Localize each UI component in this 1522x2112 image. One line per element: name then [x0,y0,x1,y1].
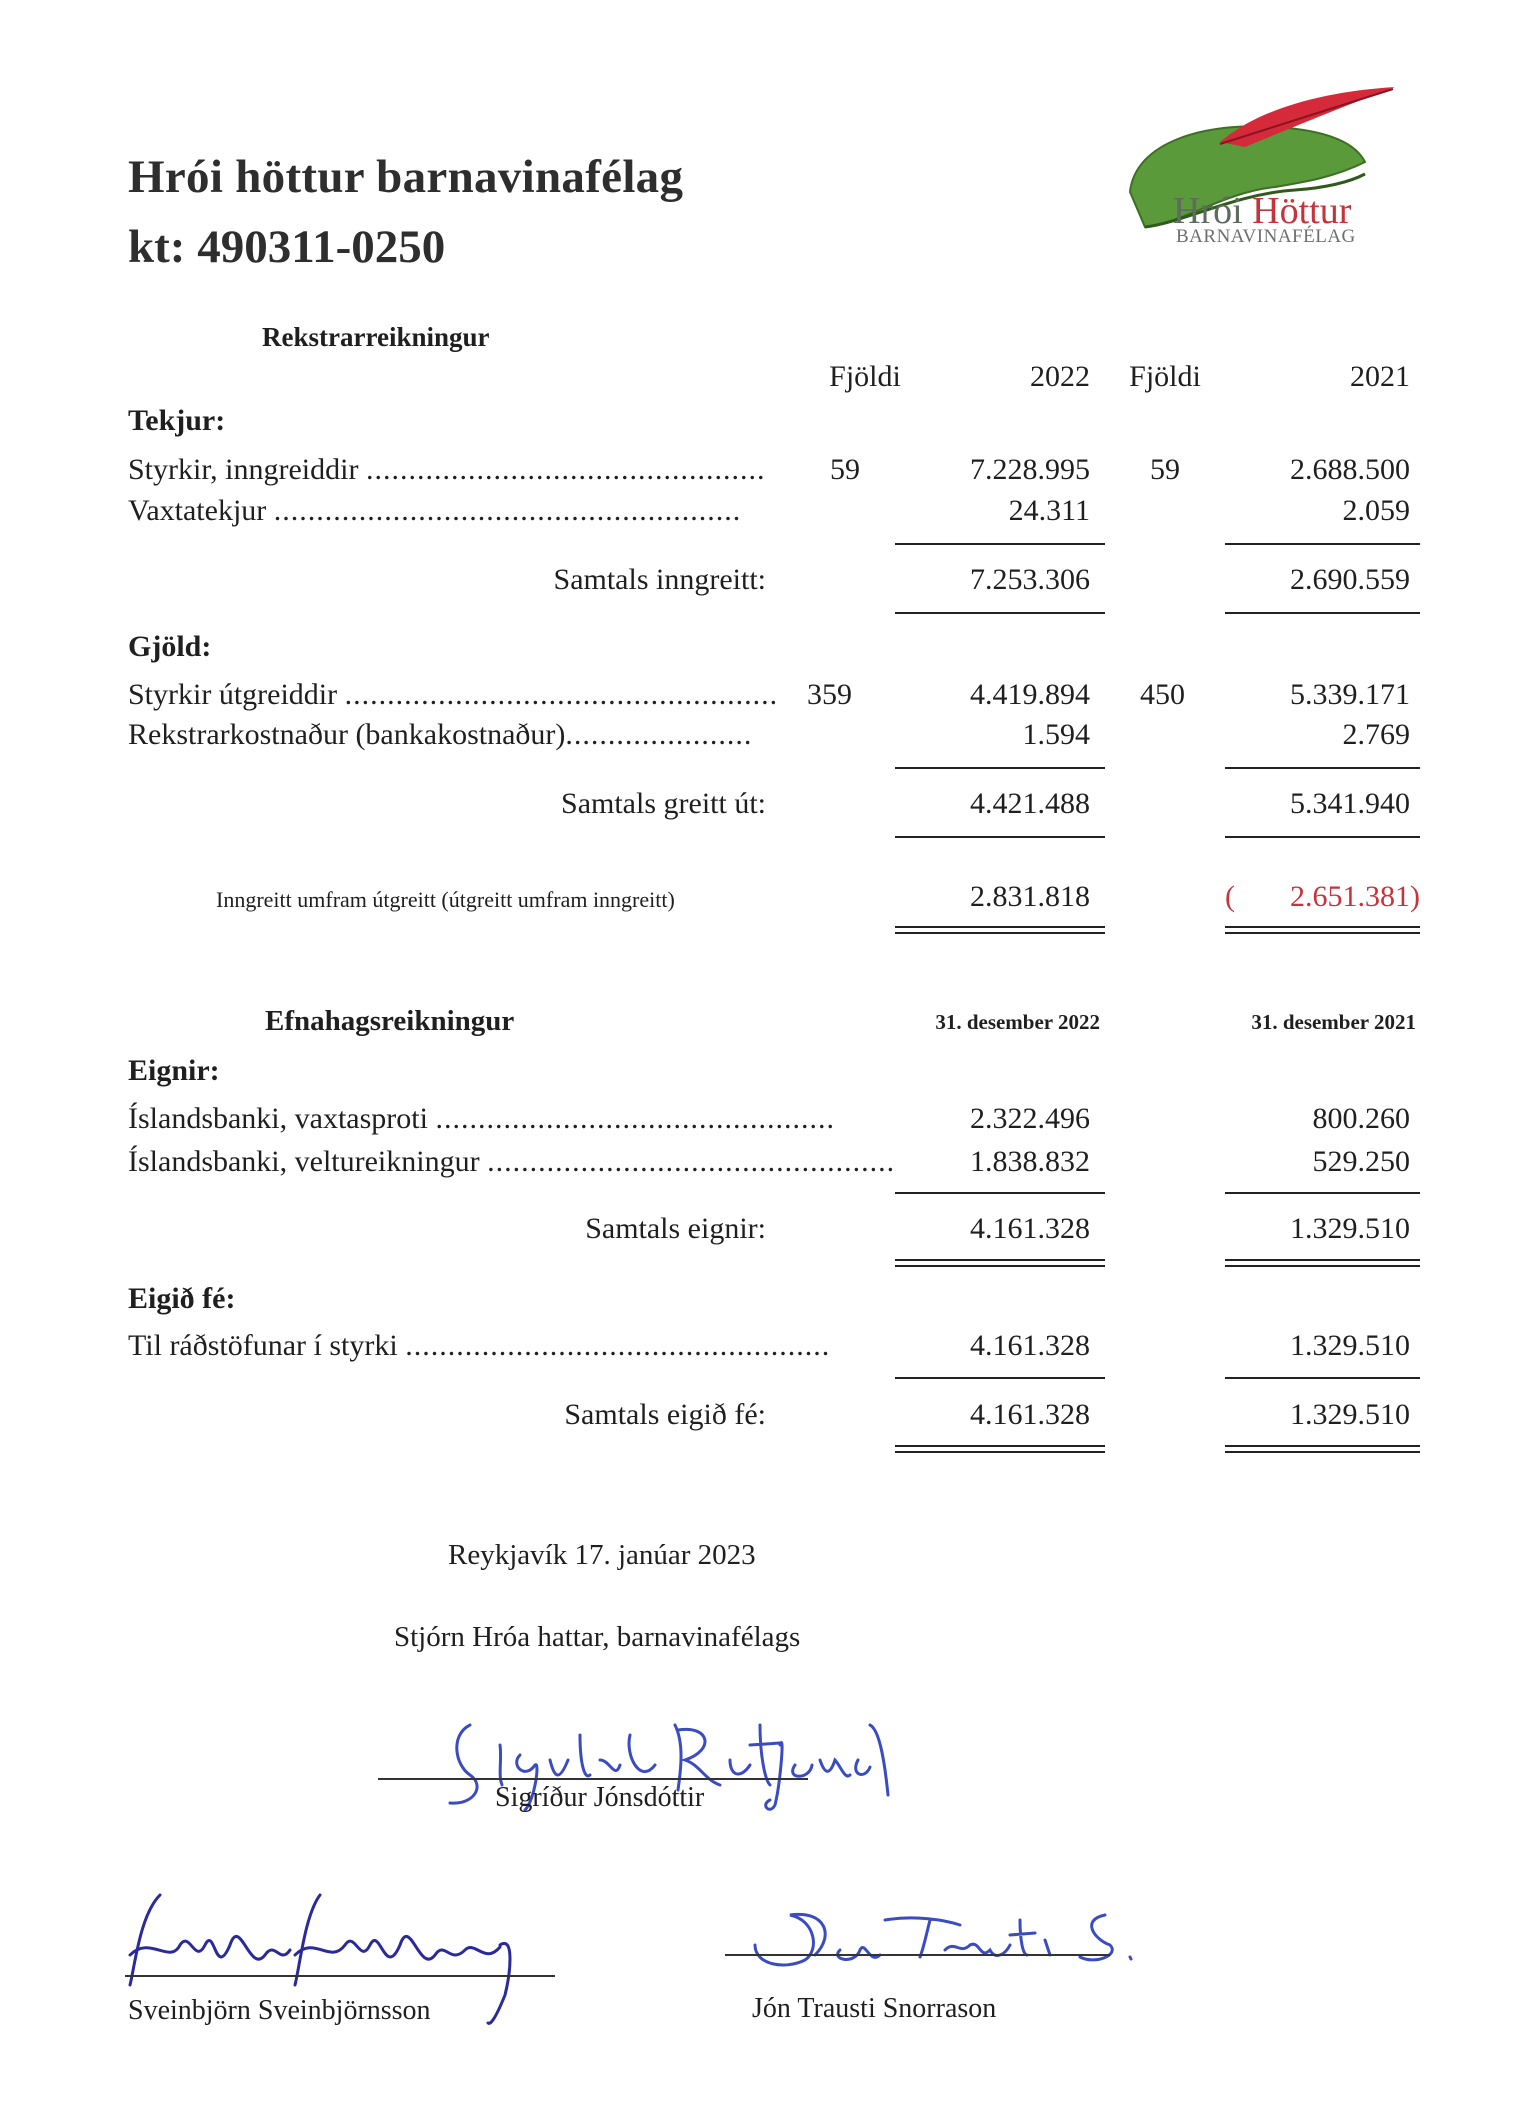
row-count: 59 [1150,453,1180,486]
subtotal-rule [1225,1192,1420,1194]
table-row-label: Styrkir, inngreiddir ............................................... [128,453,766,486]
subtotal-rule [895,543,1105,545]
col-header-date-2022: 31. desember 2022 [935,1010,1100,1034]
row-value-2022: 1.594 [1022,718,1090,751]
total-value-2022: 4.161.328 [970,1212,1090,1245]
row-count: 359 [807,678,852,711]
grand-total-double-rule [1225,1259,1420,1267]
table-row-label: Styrkir útgreiddir ................................................... [128,678,779,711]
total-rule [1225,612,1420,614]
expenses-heading: Gjöld: [128,630,212,663]
row-value-2022: 4.161.328 [970,1329,1090,1362]
total-value-2021: 5.341.940 [1290,787,1410,820]
assets-heading: Eignir: [128,1054,220,1087]
subtotal-rule [1225,1377,1420,1379]
row-value-2021: 2.688.500 [1290,453,1410,486]
signature-line [725,1954,1110,1956]
row-value-2022: 2.322.496 [970,1102,1090,1135]
net-value-2022: 2.831.818 [970,880,1090,913]
total-value-2021: 1.329.510 [1290,1212,1410,1245]
grand-total-double-rule [1225,926,1420,934]
income-statement-title: Rekstrarreikningur [262,322,490,352]
net-result-label: Inngreitt umfram útgreitt (útgreitt umfram inngreitt) [216,887,675,912]
col-header-count-2022: Fjöldi [829,360,901,393]
row-value-2022: 1.838.832 [970,1145,1090,1178]
place-and-date: Reykjavík 17. janúar 2023 [448,1539,756,1571]
col-header-date-2021: 31. desember 2021 [1251,1010,1416,1034]
total-value-2021: 1.329.510 [1290,1398,1410,1431]
subtotal-rule [895,1377,1105,1379]
total-rule [895,612,1105,614]
organization-id: kt: 490311-0250 [128,221,446,273]
row-count: 59 [830,453,860,486]
row-value-2021: 800.260 [1312,1102,1410,1135]
total-rule [895,836,1105,838]
grand-total-double-rule [1225,1445,1420,1453]
col-header-2021: 2021 [1350,360,1410,393]
row-value-2021: 2.059 [1342,494,1410,527]
board-name: Stjórn Hróa hattar, barnavinafélags [394,1621,801,1653]
total-label: Samtals eignir: [585,1212,766,1245]
equity-heading: Eigið fé: [128,1282,236,1315]
signature-jon-trausti [745,1895,1145,1975]
total-value-2022: 4.421.488 [970,787,1090,820]
table-row-label: Vaxtatekjur ....................................................... [128,494,742,527]
net-value-2021-paren: ( [1225,880,1235,913]
row-value-2021: 529.250 [1312,1145,1410,1178]
signatory-name: Sigríður Jónsdóttir [495,1782,705,1813]
row-value-2022: 24.311 [1008,494,1090,527]
subtotal-rule [1225,543,1420,545]
grand-total-double-rule [895,1259,1105,1267]
signatory-name: Jón Trausti Snorrason [752,1993,997,2024]
subtotal-rule [895,1192,1105,1194]
table-row-label: Íslandsbanki, vaxtasproti ............................................... [128,1102,835,1135]
total-value-2022: 7.253.306 [970,563,1090,596]
col-header-count-2021: Fjöldi [1129,360,1201,393]
logo-subtitle: BARNAVINAFÉLAG [1176,226,1356,247]
logo-wordmark: Hrói Höttur [1173,190,1352,232]
table-row-label: Til ráðstöfunar í styrki .................................................. [128,1329,831,1362]
row-value-2021: 1.329.510 [1290,1329,1410,1362]
row-value-2022: 4.419.894 [970,678,1090,711]
organization-name: Hrói höttur barnavinafélag [128,151,684,203]
total-value-2022: 4.161.328 [970,1398,1090,1431]
total-value-2021: 2.690.559 [1290,563,1410,596]
signature-line [125,1975,555,1977]
row-value-2021: 2.769 [1342,718,1410,751]
total-label: Samtals greitt út: [561,787,766,820]
total-label: Samtals eigið fé: [564,1398,766,1431]
table-row-label: Íslandsbanki, veltureikningur ................................................ [128,1145,896,1178]
subtotal-rule [1225,767,1420,769]
table-row-label: Rekstrarkostnaður (bankakostnaður)...................... [128,718,753,751]
col-header-2022: 2022 [1030,360,1090,393]
grand-total-double-rule [895,1445,1105,1453]
signatory-name: Sveinbjörn Sveinbjörnsson [128,1995,431,2026]
subtotal-rule [895,767,1105,769]
signature-line [378,1778,808,1780]
grand-total-double-rule [895,926,1105,934]
row-value-2022: 7.228.995 [970,453,1090,486]
row-count: 450 [1140,678,1185,711]
total-label: Samtals inngreitt: [553,563,766,596]
row-value-2021: 5.339.171 [1290,678,1410,711]
balance-sheet-title: Efnahagsreikningur [265,1005,515,1037]
revenue-heading: Tekjur: [128,404,226,437]
net-value-2021: 2.651.381) [1290,880,1420,913]
total-rule [1225,836,1420,838]
